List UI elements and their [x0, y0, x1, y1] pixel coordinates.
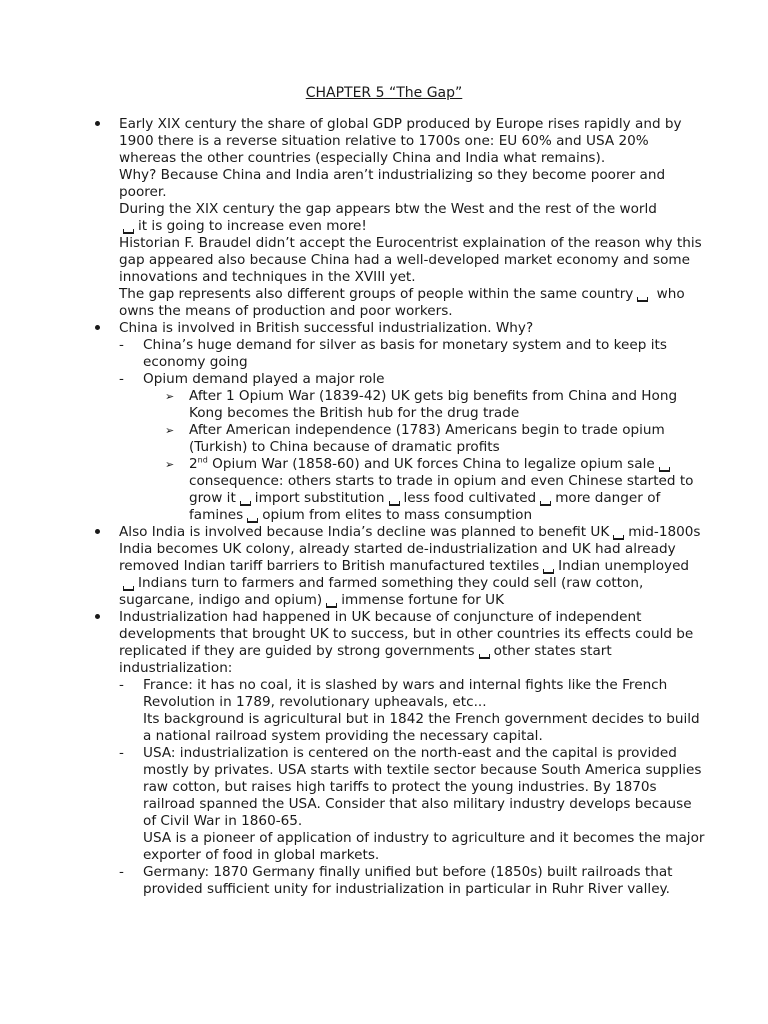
implies-arrow-icon	[123, 586, 134, 591]
dash-marker: -	[119, 745, 124, 761]
document-body	[0, 116, 768, 898]
dash-item-silver	[0, 337, 768, 371]
dash-marker: -	[119, 371, 124, 387]
paragraph: Historian F. Braudel didn’t accept the Eurocentrist explaination of the reason why this gap appeared also because China had a well-developed market economy and some innovations and techniques in the XVIII yet.	[119, 235, 702, 285]
paragraph: Opium demand played a major role	[143, 371, 385, 387]
implies-arrow-icon	[326, 603, 337, 608]
implies-arrow-icon	[247, 518, 258, 523]
bullet-dot-icon	[95, 325, 100, 330]
implies-arrow-icon	[540, 501, 551, 506]
chapter-title: CHAPTER 5 “The Gap”	[305, 85, 463, 101]
bullet-dot-icon	[95, 529, 100, 534]
paragraph: Its background is agricultural but in 1842 the French government decides to build a national railroad system providing the necessary capital.	[143, 711, 700, 744]
arrow-item-american-trade	[0, 422, 768, 456]
dash-marker: -	[119, 337, 124, 353]
arrow-bullet-icon: ➢	[165, 424, 175, 437]
paragraph: The gap represents also different groups of people within the same country who owns the means of production and poor workers.	[119, 286, 685, 319]
dash-item-germany	[0, 864, 768, 898]
implies-arrow-icon	[389, 501, 400, 506]
arrow-bullet-icon: ➢	[165, 458, 175, 471]
paragraph: France: it has no coal, it is slashed by wars and internal fights like the French Revolution in 1789, revolutionary upheavals, etc...	[143, 677, 668, 710]
bullet-dot-icon	[95, 121, 100, 126]
dash-item-usa	[0, 745, 768, 864]
dash-marker: -	[119, 677, 124, 693]
dash-item-opium	[0, 371, 768, 388]
implies-arrow-icon	[613, 535, 624, 540]
paragraph: USA: industrialization is centered on the north-east and the capital is provided mostly by privates. USA starts with textile sector because South America supplies raw cotton, but raises high tariffs to protect the young industries. By 1870s railroad spanned the USA. Consider that also military industry develops because of Civil War in 1860-65.	[143, 745, 702, 829]
implies-arrow-icon	[543, 569, 554, 574]
dash-item-france	[0, 677, 768, 745]
paragraph: Also India is involved because India’s decline was planned to benefit UK mid-1800s India becomes UK colony, already started de-industrialization and UK had already removed Indian tariff barriers to British manufactured textiles Indian unemployedIndians turn to farmers and farmed something they could sell (raw cotton, sugarcane, indigo and opium) immense fortune for UK	[119, 524, 701, 608]
bullet-item-india	[0, 524, 768, 609]
paragraph: During the XIX century the gap appears btw the West and the rest of the world it is going to increase even more!	[119, 201, 657, 234]
implies-arrow-icon	[637, 297, 648, 302]
bullet-dot-icon	[95, 614, 100, 619]
paragraph: Industrialization had happened in UK because of conjuncture of independent developments that brought UK to success, but in other countries its effects could be replicated if they are guided by strong governments other states start industrialization:	[119, 609, 694, 676]
paragraph: After 1 Opium War (1839-42) UK gets big benefits from China and Hong Kong becomes the British hub for the drug trade	[189, 388, 678, 421]
arrow-item-opium-war-2	[0, 456, 768, 524]
implies-arrow-icon	[123, 229, 134, 234]
dash-marker: -	[119, 864, 124, 880]
paragraph: Why? Because China and India aren’t industrializing so they become poorer and poorer.	[119, 167, 666, 200]
paragraph: China is involved in British successful industrialization. Why?	[119, 320, 534, 336]
implies-arrow-icon	[479, 654, 490, 659]
paragraph: Early XIX century the share of global GDP produced by Europe rises rapidly and by 1900 there is a reverse situation relative to 1700s one: EU 60% and USA 20% whereas the other countries (especially China and India what remains).	[119, 116, 682, 166]
paragraph: China’s huge demand for silver as basis for monetary system and to keep its economy going	[143, 337, 667, 370]
bullet-item-china	[0, 320, 768, 337]
implies-arrow-icon	[240, 501, 251, 506]
bullet-item-industrialization	[0, 609, 768, 677]
paragraph: Germany: 1870 Germany finally unified but before (1850s) built railroads that provided sufficient unity for industrialization in particular in Ruhr River valley.	[143, 864, 673, 897]
arrow-item-opium-war-1	[0, 388, 768, 422]
paragraph: USA is a pioneer of application of industry to agriculture and it becomes the major exporter of food in global markets.	[143, 830, 705, 863]
paragraph: After American independence (1783) Americans begin to trade opium (Turkish) to China because of dramatic profits	[189, 422, 665, 455]
paragraph: 2nd Opium War (1858-60) and UK forces China to legalize opium sale consequence: others starts to trade in opium and even Chinese started to grow it import substitution less food cultivated more danger of famines opium from elites to mass consumption	[189, 455, 694, 523]
implies-arrow-icon	[659, 467, 670, 472]
bullet-item-gdp	[0, 116, 768, 320]
arrow-bullet-icon: ➢	[165, 390, 175, 403]
